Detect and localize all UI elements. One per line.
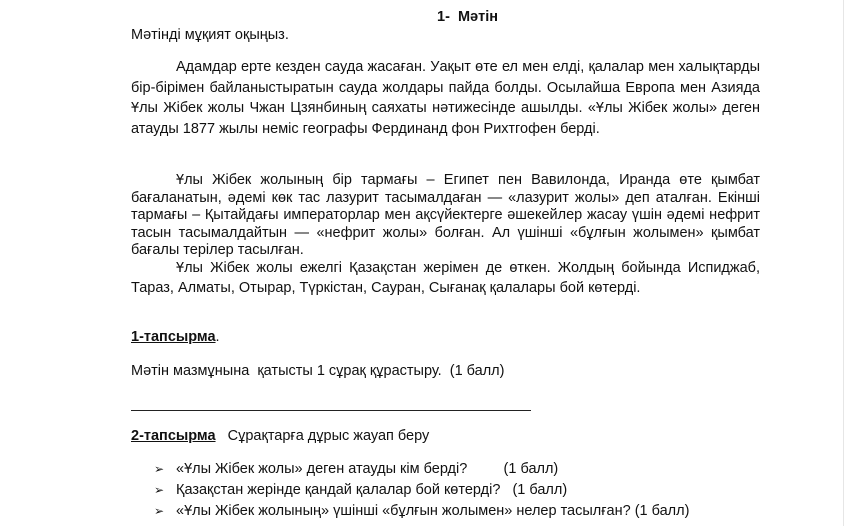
task-1-question: Мәтін мазмұнына қатысты 1 сұрақ құрастыру. (1 балл) [131,363,505,379]
text-title: 1- Мәтін [437,9,498,25]
reading-instruction: Мәтінді мұқият оқыңыз. [131,27,289,43]
task-2-label: 2-тапсырма [131,428,216,444]
task-2-question-3: «Ұлы Жібек жолының» үшінші «бұлғын жолымен» нелер тасылған? (1 балл) [176,503,690,519]
arrow-bullet-icon: ➢ [154,504,165,518]
list-item [154,480,689,501]
task-1-heading [131,329,220,345]
task-2-description: Сұрақтарға дұрыс жауап беру [227,428,430,444]
text-paragraph-1: Адамдар ерте кезден сауда жасаған. Уақыт өте ел мен елді, қалалар мен халықтарды бір-бірімен байланыстыратын сауда жолдары пайда болды. Осылайша Европа мен Азияда Ұлы Жібек жолы Чжан Цзянбиның саяхаты нәтижесінде ашылды. «Ұлы Жібек жолы» деген атауды 1877 жылы неміс географы Фердинанд фон Рихтгофен берді. [131,59,760,137]
list-item [154,501,689,522]
answer-line[interactable] [131,410,531,411]
task-1-label: 1-тапсырма [131,329,216,345]
list-item [154,459,689,480]
task-2-heading [131,428,429,444]
task-2-question-1: «Ұлы Жібек жолы» деген атауды кім берді? (1 балл) [176,461,559,477]
page-edge-divider [843,0,844,526]
text-paragraph-2: Ұлы Жібек жолының бір тармағы – Египет пен Вавилонда, Иранда өте қымбат бағаланатын, әдемі көк тас лазурит тасымалдаған — «лазурит жолы» деп аталған. Екінші тармағы – Қытайдағы императорлар мен ақсүйектерге әшекейлер жасау үшін әдемі нефрит тасын тасымалдайтын — «нефрит жолы» болған. Ал үшінші «бұлғын жолымен» қымбат бағалы терілер тасылған. [131,172,760,259]
arrow-bullet-icon: ➢ [154,462,165,476]
task-1-label-suffix: . [215,329,220,345]
arrow-bullet-icon: ➢ [154,483,165,497]
task-2-spacer [216,428,228,444]
task-2-question-2: Қазақстан жерінде қандай қалалар бой көтерді? (1 балл) [176,482,568,498]
task-2-question-list [154,459,689,522]
text-paragraph-3: Ұлы Жібек жолы ежелгі Қазақстан жерімен де өткен. Жолдың бойында Испиджаб, Тараз, Алматы, Отырар, Түркістан, Сауран, Сығанақ қалалары бой көтерді. [131,260,760,296]
